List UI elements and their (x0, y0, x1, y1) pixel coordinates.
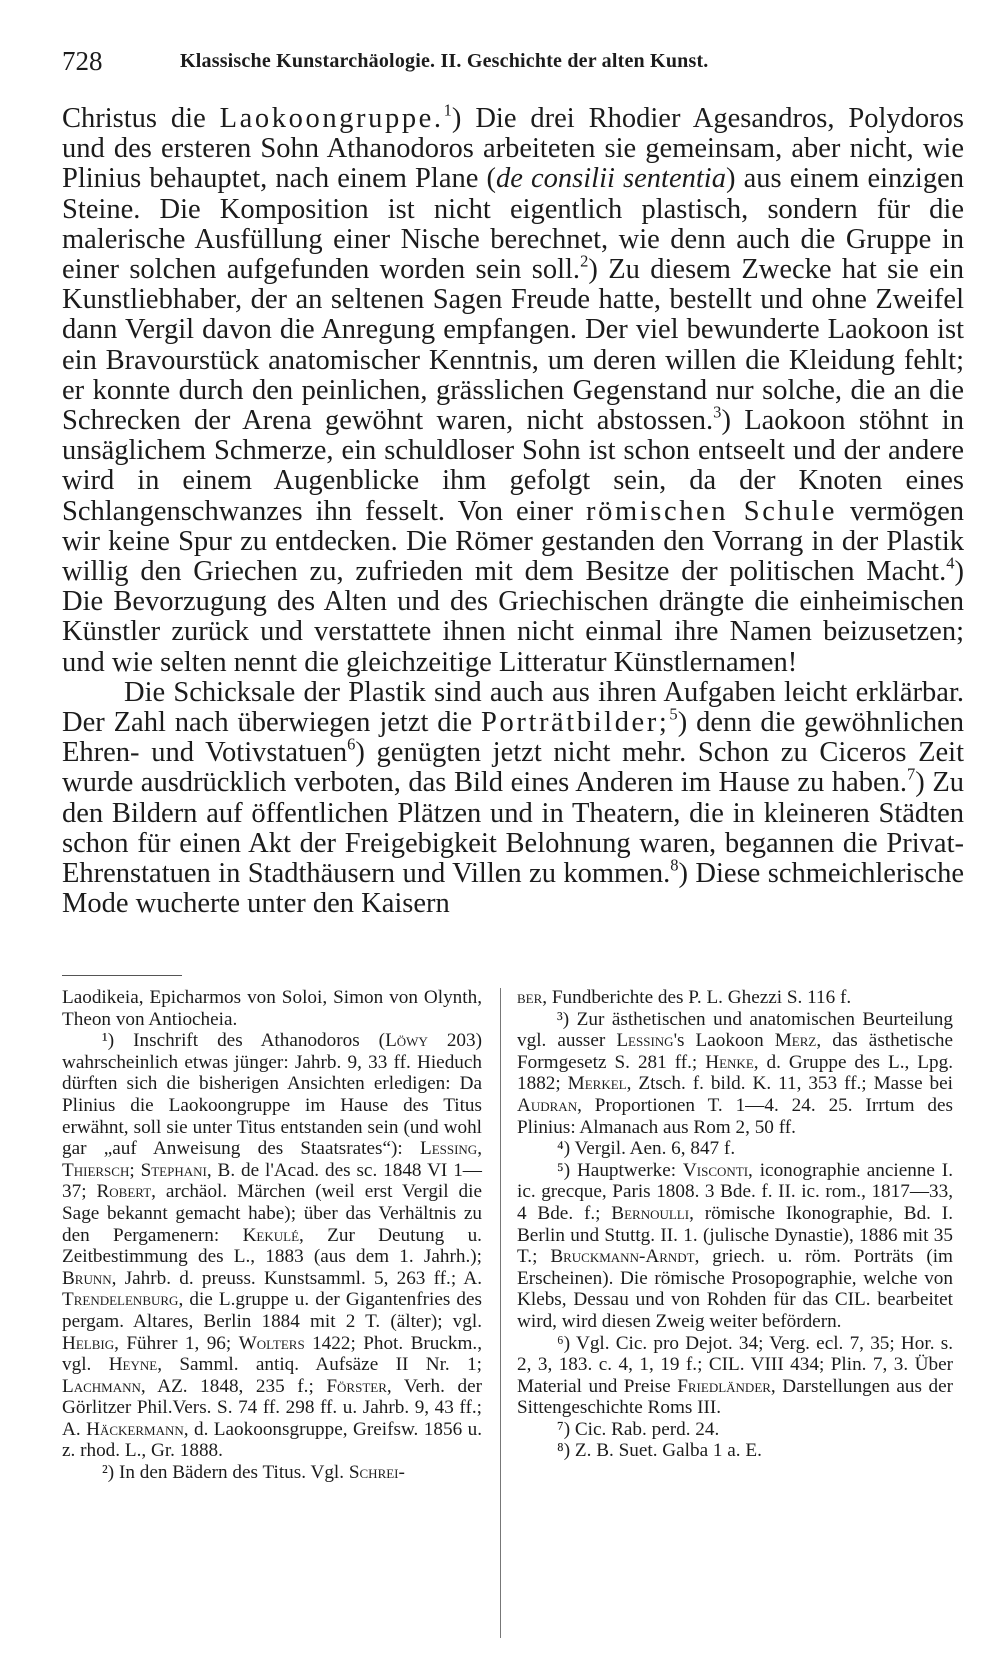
text-run: Darstellungen aus der Sittengeschichte Roms III. (517, 1375, 953, 1419)
paragraph-portraits (62, 678, 964, 920)
author-name: Trendelenburg, (62, 1289, 184, 1311)
author-name: Schrei- (348, 1462, 405, 1484)
author-name: Wolters (238, 1332, 305, 1354)
footnote-6 (517, 1333, 953, 1419)
text-run: ) Zu diesem Zwecke hat sie ein Kunstliebhaber, der an seltenen Sagen Freude hatte, bestellt und ohne Zweifel dann Vergil davon die Anregung empfangen. Der viel bewunderte Laokoon ist ein Bravourstück anatomischer Kenntnis, um deren willen die Kleidung fehlt; er konnte durch den peinlichen, grässlichen Gegenstand nur solche, die an die Schrecken der Arena gewöhnt waren, nicht abstossen. (62, 254, 964, 437)
page-number: 728 (62, 46, 103, 76)
text-run: ³) Zur ästhetischen und anatomischen Beurteilung vgl. ausser (517, 1008, 953, 1052)
text-run: Verh. der Görlitzer Phil.Vers. S. 74 ff. 298 ff. u. Jahrb. 9, 43 ff.; A. (62, 1375, 482, 1440)
text-run: d. Laokoonsgruppe, Greifsw. 1856 u. z. rhod. L., Gr. 1888. (62, 1418, 482, 1462)
italic-term: de consilii sententia (495, 163, 726, 195)
spaced-term: Porträtbilder; (481, 707, 670, 739)
text-run: 203) wahrscheinlich etwas jünger: Jahrb. 9, 33 ff. Hieduch dürften sich die bisherigen Ansichten erledigen: Da Plinius die Laokoongruppe im Hause des Titus erwähnt, soll sie unter Titus entstanden sein (und wohl gar „auf Anweisung des Staatsrates“): (62, 1030, 482, 1160)
footnote-ref: 8 (670, 855, 679, 875)
text-run: die L.gruppe u. der Gigantenfries des pergam. Altares, Berlin 1884 mit 2 T. (älter); vgl. (62, 1289, 482, 1332)
footnote-ref: 4 (946, 553, 955, 573)
author-name: Bernoulli, (611, 1202, 694, 1224)
author-name: Kekulé, (242, 1224, 304, 1246)
footnote-ref: 2 (580, 251, 589, 271)
text-run: d. Gruppe des L., Lpg. 1882; (517, 1051, 953, 1095)
text-run: das ästhetische Formgesetz S. 281 ff.; (517, 1030, 953, 1073)
column-divider (500, 988, 501, 1638)
footnote-5 (517, 1160, 953, 1333)
paragraph-laokoon (62, 100, 964, 678)
footnote-continuation (517, 987, 953, 1009)
text-run: Führer 1, 96; (118, 1332, 239, 1354)
author-name: Brunn, (62, 1267, 117, 1289)
page-header (62, 46, 962, 80)
text-run: Jahrb. d. preuss. Kunstsamml. 5, 263 ff.; A. (116, 1267, 482, 1289)
footnote-ref: 6 (347, 734, 356, 754)
text-run: iconographie ancienne I. ic. grecque, Paris 1808. 3 Bde. f. II. ic. rom., 1817—33, 4 Bde. f.; (517, 1159, 953, 1224)
footnote-7: ⁷) Cic. Rab. perd. 24. (557, 1418, 720, 1440)
spaced-term: römischen Schule (586, 495, 837, 527)
author-name: Helbig, (62, 1332, 119, 1354)
footnote-2 (62, 1462, 482, 1484)
footnote-1 (62, 1030, 482, 1462)
footnotes-left-column (62, 987, 482, 1484)
footnote-4: ⁴) Vergil. Aen. 6, 847 f. (557, 1138, 736, 1160)
author-name: Lessing (616, 1030, 674, 1052)
spaced-term: Laokoongruppe. (219, 103, 444, 134)
author-name: Robert, (96, 1181, 156, 1203)
text-run: AZ. 1848, 235 f.; (145, 1375, 327, 1397)
text-run: Proportionen T. 1—4. 24. 25. Irrtum des Plinius: Almanach aus Rom 2, 50 ff. (517, 1094, 953, 1138)
text-run: B. de l'Acad. des sc. 1848 VI 1—37; (62, 1159, 482, 1203)
author-name: Lessing, Thiersch; Stephani, (62, 1138, 482, 1181)
text-run: Zur Deutung u. Zeitbestimmung des L., 1883 (aus dem 1. Jahrh.); (62, 1224, 482, 1268)
footnote-3 (517, 1009, 953, 1139)
footnote-ref: 5 (669, 704, 678, 724)
text-run: griech. u. röm. Porträts (im Erscheinen). Die römische Prosopographie, welche von Klebs, Dessau und von Rohden für das CIL. bearbeitet wird, wird diesen Zweig weiter befördern. (517, 1246, 953, 1332)
author-name: Häckermann, (86, 1418, 189, 1440)
running-head: Klassische Kunstarchäologie. II. Geschichte der alten Kunst. (180, 50, 709, 72)
footnote-ref: 7 (907, 764, 916, 784)
text-run: Fundberichte des P. L. Ghezzi S. 116 f. (547, 987, 852, 1008)
author-name: Friedländer, (677, 1375, 776, 1397)
text-run: ) Die Bevorzugung des Alten und des Griechischen drängte die einheimischen Künstler zurück und verstattete ihnen nicht einmal ihre Namen beizusetzen; und wie selten nennt die gleichzeitige Litteratur Künstlernamen! (62, 556, 964, 678)
text-run: ) Die drei Rhodier Agesandros, Polydoros und des ersteren Sohn Athanodoros arbeiteten sie gemeinsam, aber nicht, wie Plinius behauptet, nach einem Plane ( (62, 103, 964, 195)
text-run: ⁶) Vgl. Cic. pro Dejot. 34; Verg. ecl. 7, 35; Hor. s. 2, 3, 183. c. 4, 1, 19 f.; CIL. VIII 434; Plin. 7, 3. Über Material und Preise (517, 1332, 953, 1397)
text-run: römische Ikonographie, Bd. I. Berlin und Stuttg. II. 1. (julische Dynastie), 1886 mit 35 T.; (517, 1202, 953, 1268)
author-name: Lachmann, (62, 1375, 146, 1397)
footnote-ref: 3 (713, 402, 722, 422)
author-name: Löwy (385, 1030, 428, 1052)
author-name: Merkel, (567, 1073, 632, 1095)
main-text (62, 100, 965, 920)
text-run: ¹) Inschrift des Athanodoros ( (102, 1030, 386, 1052)
text-run: ) Zu den Bildern auf öffentlichen Plätzen und in Theatern, die in kleineren Städten schon für einen Akt der Freigebigkeit Belohnung waren, begannen die Privat-Ehrenstatuen in Stadthäusern und Villen zu kommen. (62, 767, 965, 890)
text-run: ⁵) Hauptwerke: (557, 1159, 683, 1181)
footnote-8: ⁸) Z. B. Suet. Galba 1 a. E. (557, 1440, 762, 1462)
author-name: Bruckmann-Arndt, (550, 1246, 700, 1268)
author-name: Visconti, (682, 1159, 753, 1181)
text-run: Die Schicksale der Plastik sind auch aus ihren Aufgaben leicht erklärbar. Der Zahl nach überwiegen jetzt die (62, 676, 964, 739)
author-name: Merz, (774, 1030, 822, 1052)
footnote-ref: 1 (443, 100, 452, 120)
text-run: ) denn die gewöhnlichen Ehren- und Votivstatuen (62, 707, 965, 769)
text-run: 's Laokoon (673, 1030, 775, 1052)
text-run: Christus die (62, 103, 220, 134)
text-run: ) aus einem einzigen Steine. Die Komposition ist nicht eigentlich plastisch, sondern für die malerische Ausfüllung einer Nische berechnet, wie denn auch die Gruppe in einer solchen aufgefunden worden sein soll. (62, 163, 964, 286)
footnote-rule (62, 975, 182, 976)
text-run: archäol. Märchen (weil erst Vergil die Sage bekannt gemacht habe); über das Verhältnis zu den Pergamenern: (62, 1181, 482, 1246)
author-name: Förster, (326, 1375, 392, 1397)
author-name: ber, (517, 987, 548, 1008)
text-run: 1422; Phot. Bruckm., vgl. (62, 1332, 482, 1376)
footnote-continuation: Laodikeia, Epicharmos von Soloi, Simon von Olynth, Theon von Antiocheia. (62, 987, 482, 1030)
text-run: Ztsch. f. bild. K. 11, 353 ff.; Masse bei (631, 1073, 953, 1095)
text-run: ) Laokoon stöhnt in unsäglichem Schmerze, ein schuldloser Sohn ist schon entseelt und der andere wird in einem Augenblicke ihm gefolgt sein, da der Knoten eines Schlangenschwanzes ihn fesselt. Von einer (62, 405, 964, 527)
author-name: Henke, (705, 1051, 759, 1073)
author-name: Heyne, (108, 1354, 162, 1376)
text-run: ) genügten jetzt nicht mehr. Schon zu Ciceros Zeit wurde ausdrücklich verboten, das Bild eines Anderen im Hause zu haben. (62, 737, 965, 799)
text-run: Samml. antiq. Aufsäze II Nr. 1; (162, 1354, 482, 1376)
text-run: ) Diese schmeichlerische Mode wucherte unter den Kaisern (62, 858, 964, 920)
text-run: ²) In den Bädern des Titus. Vgl. (102, 1462, 349, 1484)
author-name: Audran, (517, 1094, 582, 1116)
text-run: vermögen wir keine Spur zu entdecken. Die Römer gestanden den Vorrang in der Plastik willig den Griechen zu, zufrieden mit dem Besitze der politischen Macht. (62, 495, 964, 588)
footnotes-right-column (517, 987, 953, 1462)
